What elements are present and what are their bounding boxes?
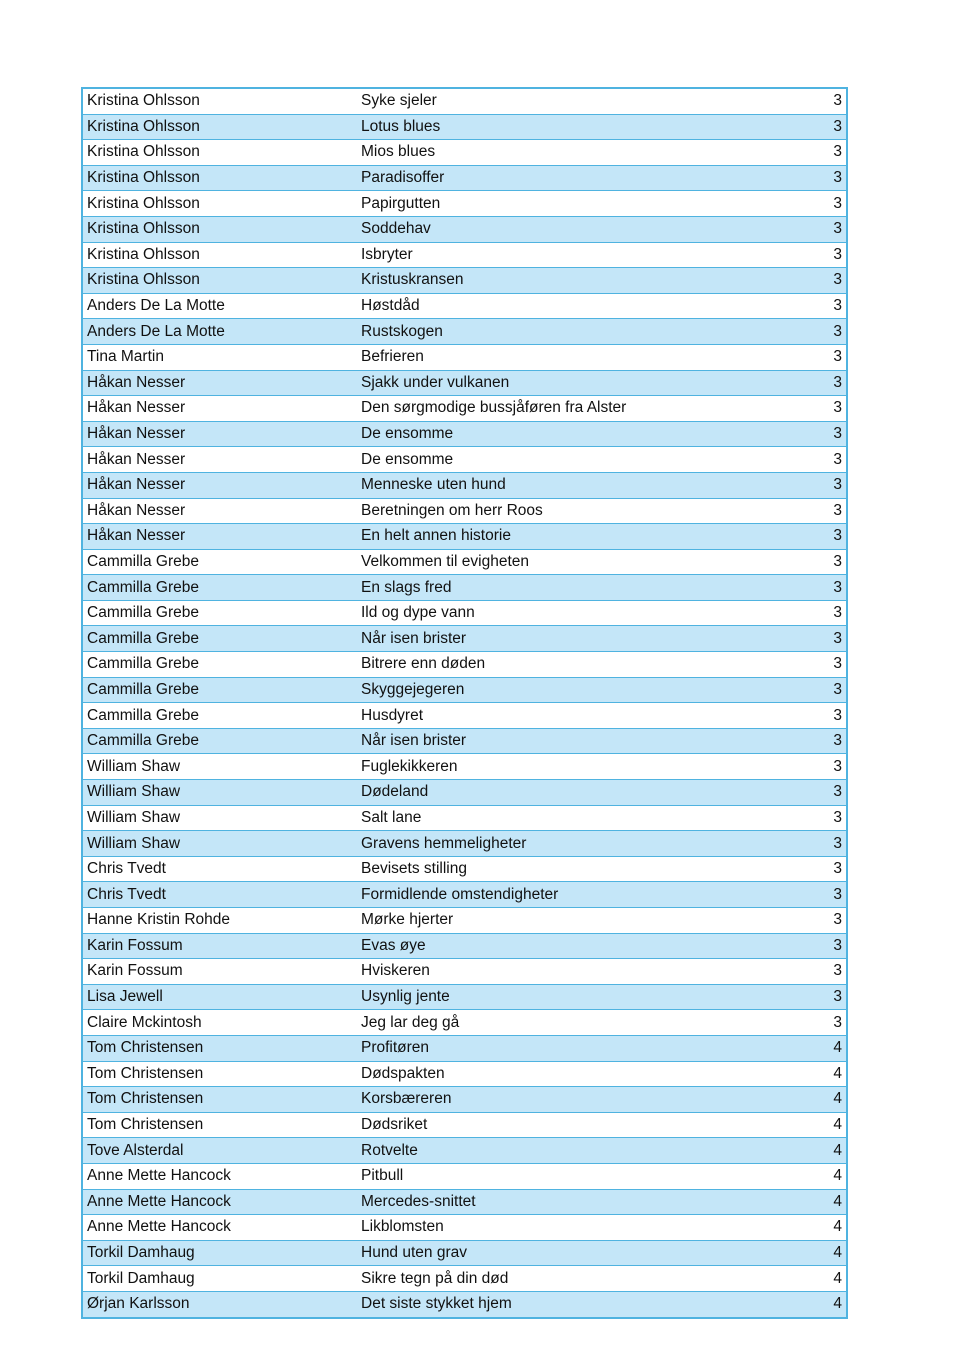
table-row bbox=[82, 242, 847, 268]
table-row bbox=[82, 88, 847, 114]
title-cell: Når isen brister bbox=[357, 626, 795, 652]
table-row bbox=[82, 114, 847, 140]
value-cell: 3 bbox=[795, 293, 847, 319]
author-cell: Tove Alsterdal bbox=[82, 1138, 357, 1164]
table-row bbox=[82, 754, 847, 780]
author-cell: Anders De La Motte bbox=[82, 293, 357, 319]
title-cell: Menneske uten hund bbox=[357, 472, 795, 498]
title-cell: Mios blues bbox=[357, 140, 795, 166]
value-cell: 3 bbox=[795, 549, 847, 575]
table-row bbox=[82, 908, 847, 934]
author-cell: Tom Christensen bbox=[82, 1035, 357, 1061]
author-cell: Cammilla Grebe bbox=[82, 677, 357, 703]
value-cell: 3 bbox=[795, 114, 847, 140]
value-cell: 4 bbox=[795, 1061, 847, 1087]
author-cell: Kristina Ohlsson bbox=[82, 165, 357, 191]
title-cell: Når isen brister bbox=[357, 728, 795, 754]
author-cell: Håkan Nesser bbox=[82, 447, 357, 473]
value-cell: 3 bbox=[795, 780, 847, 806]
value-cell: 3 bbox=[795, 652, 847, 678]
value-cell: 3 bbox=[795, 575, 847, 601]
table-row bbox=[82, 1035, 847, 1061]
table-row bbox=[82, 1010, 847, 1036]
table-row bbox=[82, 472, 847, 498]
table-body bbox=[82, 88, 847, 1318]
table-row bbox=[82, 1112, 847, 1138]
title-cell: Jeg lar deg gå bbox=[357, 1010, 795, 1036]
value-cell: 3 bbox=[795, 498, 847, 524]
value-cell: 3 bbox=[795, 319, 847, 345]
table-row bbox=[82, 216, 847, 242]
author-cell: Tom Christensen bbox=[82, 1112, 357, 1138]
table-row bbox=[82, 1163, 847, 1189]
author-cell: Chris Tvedt bbox=[82, 856, 357, 882]
title-cell: Rustskogen bbox=[357, 319, 795, 345]
author-cell: Tina Martin bbox=[82, 344, 357, 370]
table-row bbox=[82, 191, 847, 217]
title-cell: Fuglekikkeren bbox=[357, 754, 795, 780]
table-row bbox=[82, 1291, 847, 1317]
title-cell: Soddehav bbox=[357, 216, 795, 242]
value-cell: 3 bbox=[795, 216, 847, 242]
author-cell: Kristina Ohlsson bbox=[82, 242, 357, 268]
table-row bbox=[82, 1215, 847, 1241]
table-row bbox=[82, 703, 847, 729]
table-row bbox=[82, 1189, 847, 1215]
title-cell: Sikre tegn på din død bbox=[357, 1266, 795, 1292]
author-cell: Tom Christensen bbox=[82, 1061, 357, 1087]
title-cell: Hviskeren bbox=[357, 959, 795, 985]
table-row bbox=[82, 370, 847, 396]
table-row bbox=[82, 549, 847, 575]
value-cell: 3 bbox=[795, 600, 847, 626]
table-row bbox=[82, 268, 847, 294]
table-row bbox=[82, 626, 847, 652]
author-cell: Håkan Nesser bbox=[82, 472, 357, 498]
table-row bbox=[82, 831, 847, 857]
title-cell: Formidlende omstendigheter bbox=[357, 882, 795, 908]
author-cell: Cammilla Grebe bbox=[82, 600, 357, 626]
title-cell: Mercedes-snittet bbox=[357, 1189, 795, 1215]
value-cell: 3 bbox=[795, 882, 847, 908]
value-cell: 3 bbox=[795, 396, 847, 422]
title-cell: En helt annen historie bbox=[357, 524, 795, 550]
table-row bbox=[82, 396, 847, 422]
value-cell: 3 bbox=[795, 472, 847, 498]
author-cell: William Shaw bbox=[82, 780, 357, 806]
value-cell: 3 bbox=[795, 933, 847, 959]
title-cell: Profitøren bbox=[357, 1035, 795, 1061]
author-cell: Kristina Ohlsson bbox=[82, 88, 357, 114]
value-cell: 3 bbox=[795, 754, 847, 780]
title-cell: Dødspakten bbox=[357, 1061, 795, 1087]
title-cell: Bitrere enn døden bbox=[357, 652, 795, 678]
table-row bbox=[82, 165, 847, 191]
value-cell: 3 bbox=[795, 1010, 847, 1036]
value-cell: 3 bbox=[795, 344, 847, 370]
author-cell: Kristina Ohlsson bbox=[82, 216, 357, 242]
author-cell: Anders De La Motte bbox=[82, 319, 357, 345]
author-cell: William Shaw bbox=[82, 805, 357, 831]
table-row bbox=[82, 447, 847, 473]
table-row bbox=[82, 652, 847, 678]
table-row bbox=[82, 1240, 847, 1266]
value-cell: 3 bbox=[795, 856, 847, 882]
value-cell: 4 bbox=[795, 1138, 847, 1164]
author-cell: Karin Fossum bbox=[82, 933, 357, 959]
value-cell: 3 bbox=[795, 268, 847, 294]
value-cell: 4 bbox=[795, 1291, 847, 1317]
title-cell: Beretningen om herr Roos bbox=[357, 498, 795, 524]
title-cell: En slags fred bbox=[357, 575, 795, 601]
title-cell: Papirgutten bbox=[357, 191, 795, 217]
table-row bbox=[82, 319, 847, 345]
author-cell: Håkan Nesser bbox=[82, 396, 357, 422]
book-table bbox=[81, 87, 848, 1319]
value-cell: 3 bbox=[795, 728, 847, 754]
value-cell: 3 bbox=[795, 524, 847, 550]
author-cell: Kristina Ohlsson bbox=[82, 140, 357, 166]
author-cell: Cammilla Grebe bbox=[82, 703, 357, 729]
value-cell: 3 bbox=[795, 626, 847, 652]
value-cell: 3 bbox=[795, 677, 847, 703]
author-cell: Tom Christensen bbox=[82, 1087, 357, 1113]
value-cell: 3 bbox=[795, 447, 847, 473]
title-cell: Befrieren bbox=[357, 344, 795, 370]
value-cell: 3 bbox=[795, 908, 847, 934]
value-cell: 3 bbox=[795, 984, 847, 1010]
title-cell: Hund uten grav bbox=[357, 1240, 795, 1266]
table-row bbox=[82, 575, 847, 601]
table-row bbox=[82, 498, 847, 524]
author-cell: Torkil Damhaug bbox=[82, 1240, 357, 1266]
table-row bbox=[82, 1266, 847, 1292]
author-cell: Anne Mette Hancock bbox=[82, 1163, 357, 1189]
title-cell: De ensomme bbox=[357, 447, 795, 473]
table-row bbox=[82, 524, 847, 550]
table-row bbox=[82, 984, 847, 1010]
author-cell: Anne Mette Hancock bbox=[82, 1189, 357, 1215]
author-cell: Cammilla Grebe bbox=[82, 652, 357, 678]
value-cell: 3 bbox=[795, 805, 847, 831]
table-row bbox=[82, 600, 847, 626]
title-cell: Dødeland bbox=[357, 780, 795, 806]
table-row bbox=[82, 344, 847, 370]
table-row bbox=[82, 959, 847, 985]
title-cell: Velkommen til evigheten bbox=[357, 549, 795, 575]
title-cell: Pitbull bbox=[357, 1163, 795, 1189]
author-cell: Cammilla Grebe bbox=[82, 728, 357, 754]
title-cell: Høstdåd bbox=[357, 293, 795, 319]
value-cell: 3 bbox=[795, 831, 847, 857]
table-row bbox=[82, 677, 847, 703]
title-cell: Det siste stykket hjem bbox=[357, 1291, 795, 1317]
title-cell: Likblomsten bbox=[357, 1215, 795, 1241]
author-cell: Håkan Nesser bbox=[82, 421, 357, 447]
table-row bbox=[82, 780, 847, 806]
author-cell: Cammilla Grebe bbox=[82, 626, 357, 652]
table-row bbox=[82, 933, 847, 959]
value-cell: 4 bbox=[795, 1240, 847, 1266]
table-row bbox=[82, 1087, 847, 1113]
title-cell: Bevisets stilling bbox=[357, 856, 795, 882]
title-cell: Husdyret bbox=[357, 703, 795, 729]
author-cell: Håkan Nesser bbox=[82, 498, 357, 524]
value-cell: 3 bbox=[795, 140, 847, 166]
table-row bbox=[82, 1061, 847, 1087]
value-cell: 3 bbox=[795, 191, 847, 217]
author-cell: Karin Fossum bbox=[82, 959, 357, 985]
author-cell: Kristina Ohlsson bbox=[82, 268, 357, 294]
title-cell: Usynlig jente bbox=[357, 984, 795, 1010]
title-cell: Syke sjeler bbox=[357, 88, 795, 114]
author-cell: Håkan Nesser bbox=[82, 370, 357, 396]
title-cell: De ensomme bbox=[357, 421, 795, 447]
author-cell: William Shaw bbox=[82, 754, 357, 780]
table-row bbox=[82, 293, 847, 319]
table-row bbox=[82, 882, 847, 908]
author-cell: Anne Mette Hancock bbox=[82, 1215, 357, 1241]
title-cell: Ild og dype vann bbox=[357, 600, 795, 626]
title-cell: Sjakk under vulkanen bbox=[357, 370, 795, 396]
title-cell: Dødsriket bbox=[357, 1112, 795, 1138]
title-cell: Evas øye bbox=[357, 933, 795, 959]
title-cell: Isbryter bbox=[357, 242, 795, 268]
value-cell: 3 bbox=[795, 88, 847, 114]
value-cell: 4 bbox=[795, 1035, 847, 1061]
value-cell: 4 bbox=[795, 1266, 847, 1292]
value-cell: 3 bbox=[795, 421, 847, 447]
table-row bbox=[82, 805, 847, 831]
title-cell: Skyggejegeren bbox=[357, 677, 795, 703]
value-cell: 3 bbox=[795, 959, 847, 985]
title-cell: Paradisoffer bbox=[357, 165, 795, 191]
table-row bbox=[82, 421, 847, 447]
table-row bbox=[82, 856, 847, 882]
value-cell: 3 bbox=[795, 703, 847, 729]
value-cell: 4 bbox=[795, 1112, 847, 1138]
table-row bbox=[82, 1138, 847, 1164]
author-cell: Chris Tvedt bbox=[82, 882, 357, 908]
value-cell: 3 bbox=[795, 165, 847, 191]
author-cell: Claire Mckintosh bbox=[82, 1010, 357, 1036]
author-cell: Cammilla Grebe bbox=[82, 549, 357, 575]
title-cell: Mørke hjerter bbox=[357, 908, 795, 934]
title-cell: Lotus blues bbox=[357, 114, 795, 140]
value-cell: 4 bbox=[795, 1163, 847, 1189]
value-cell: 4 bbox=[795, 1215, 847, 1241]
value-cell: 4 bbox=[795, 1087, 847, 1113]
value-cell: 3 bbox=[795, 370, 847, 396]
author-cell: Kristina Ohlsson bbox=[82, 114, 357, 140]
table-row bbox=[82, 728, 847, 754]
title-cell: Salt lane bbox=[357, 805, 795, 831]
table-row bbox=[82, 140, 847, 166]
author-cell: Ørjan Karlsson bbox=[82, 1291, 357, 1317]
author-cell: William Shaw bbox=[82, 831, 357, 857]
title-cell: Gravens hemmeligheter bbox=[357, 831, 795, 857]
author-cell: Hanne Kristin Rohde bbox=[82, 908, 357, 934]
author-cell: Torkil Damhaug bbox=[82, 1266, 357, 1292]
title-cell: Kristuskransen bbox=[357, 268, 795, 294]
value-cell: 3 bbox=[795, 242, 847, 268]
title-cell: Rotvelte bbox=[357, 1138, 795, 1164]
author-cell: Cammilla Grebe bbox=[82, 575, 357, 601]
author-cell: Håkan Nesser bbox=[82, 524, 357, 550]
author-cell: Kristina Ohlsson bbox=[82, 191, 357, 217]
author-cell: Lisa Jewell bbox=[82, 984, 357, 1010]
value-cell: 4 bbox=[795, 1189, 847, 1215]
title-cell: Korsbæreren bbox=[357, 1087, 795, 1113]
title-cell: Den sørgmodige bussjåføren fra Alster bbox=[357, 396, 795, 422]
